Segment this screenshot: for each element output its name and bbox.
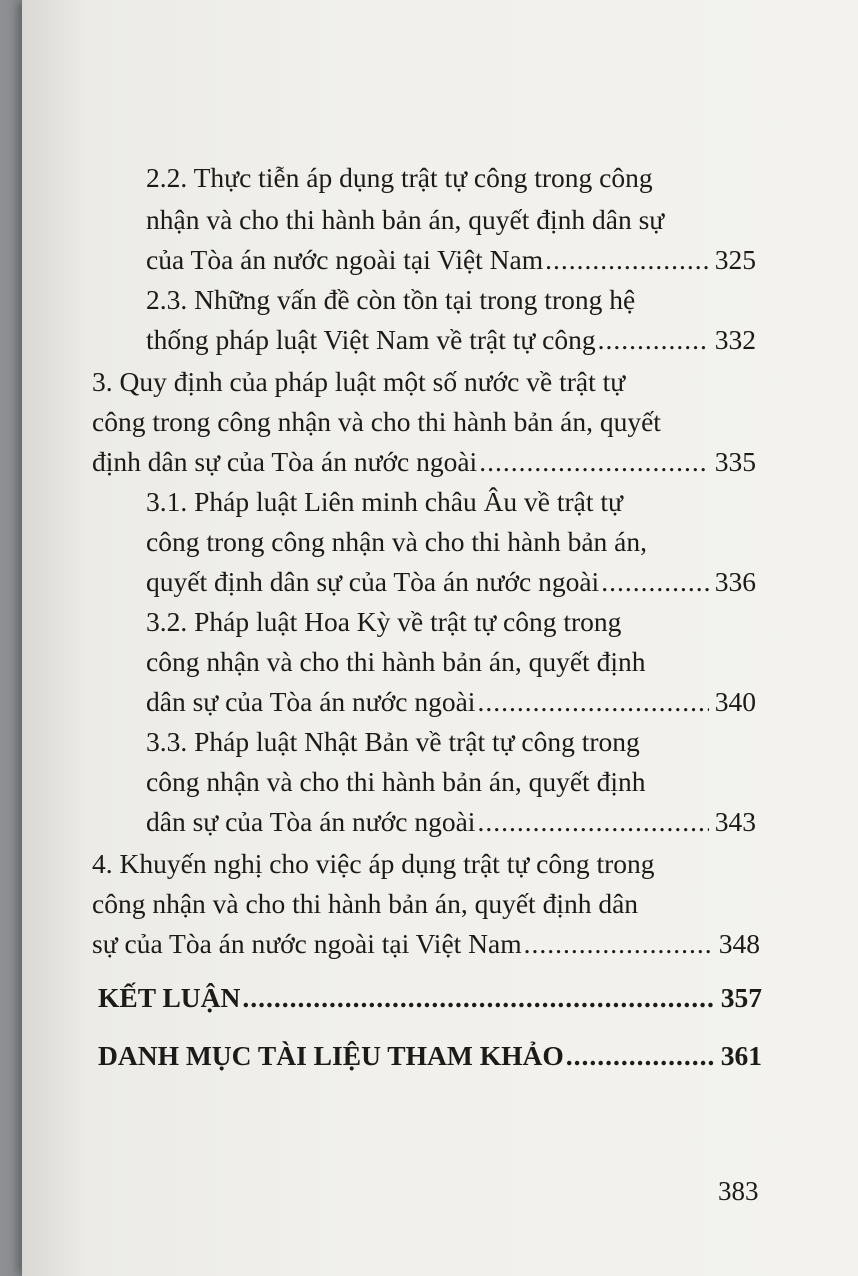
toc-entry-3-1-page: 336 [714, 566, 756, 597]
toc-entry-3-3-line2: công nhận và cho thi hành bản án, quyết định [146, 766, 646, 797]
toc-entry-3-3-page: 343 [714, 806, 756, 837]
toc-entry-2-2-line2: nhận và cho thi hành bản án, quyết định dân sự [146, 204, 665, 235]
toc-entry-2-2-page: 325 [714, 244, 756, 275]
toc-entry-conclusion-label: KẾT LUẬN [98, 982, 241, 1013]
toc-entry-conclusion-page: 357 [720, 982, 762, 1013]
toc-entry-3-2-line1: 3.2. Pháp luật Hoa Kỳ về trật tự công trong [146, 606, 622, 637]
toc-entry-2-2-text: của Tòa án nước ngoài tại Việt Nam [146, 244, 544, 275]
toc-entry-3-page: 335 [714, 446, 756, 477]
dot-leader [601, 562, 709, 602]
toc-entry-2-3-page: 332 [714, 324, 756, 355]
toc-entry-3-line1: 3. Quy định của pháp luật một số nước về trật tự [92, 366, 626, 397]
toc-entry-3-1-line1: 3.1. Pháp luật Liên minh châu Âu về trật tự [146, 486, 623, 517]
dot-leader [479, 442, 709, 482]
dot-leader [477, 682, 708, 722]
toc-entry-2-2-line3 [146, 240, 756, 280]
dot-leader [477, 802, 708, 842]
toc-entry-3-3-line1: 3.3. Pháp luật Nhật Bản về trật tự công trong [146, 726, 640, 757]
toc-entry-3-2-line3 [146, 682, 756, 722]
dot-leader [566, 1036, 715, 1076]
toc-entry-references [98, 1036, 762, 1076]
toc-entry-3-text: định dân sự của Tòa án nước ngoài [92, 446, 478, 477]
toc-entry-2-3-line2 [146, 320, 756, 360]
toc-entry-2-2-line1: 2.2. Thực tiễn áp dụng trật tự công trong công [146, 162, 653, 193]
toc-entry-3-3-line3 [146, 802, 756, 842]
toc-entry-3-1-line2: công trong công nhận và cho thi hành bản án, [146, 526, 647, 557]
toc-entry-4-line2: công nhận và cho thi hành bản án, quyết định dân [92, 888, 639, 919]
toc-entry-3-2-text: dân sự của Tòa án nước ngoài [146, 686, 476, 717]
toc-entry-4-line3 [92, 924, 760, 964]
toc-entry-3-1-line3 [146, 562, 756, 602]
toc-entry-references-page: 361 [720, 1040, 762, 1071]
dot-leader [545, 240, 709, 280]
toc-entry-references-label: DANH MỤC TÀI LIỆU THAM KHẢO [98, 1040, 564, 1071]
toc-entry-3-3-text: dân sự của Tòa án nước ngoài [146, 806, 476, 837]
toc-entry-3-1-text: quyết định dân sự của Tòa án nước ngoài [146, 566, 600, 597]
toc-entry-4-page: 348 [718, 928, 760, 959]
toc-entry-3-2-page: 340 [714, 686, 756, 717]
toc-entry-2-3-text: thống pháp luật Việt Nam về trật tự công [146, 324, 596, 355]
toc-entry-4-line1: 4. Khuyến nghị cho việc áp dụng trật tự công trong [92, 848, 655, 879]
toc-entry-3-2-line2: công nhận và cho thi hành bản án, quyết định [146, 646, 646, 677]
page-number: 383 [718, 1176, 759, 1206]
toc-entry-2-3-line1: 2.3. Những vấn đề còn tồn tại trong trong hệ [146, 284, 636, 315]
toc-entry-4-text: sự của Tòa án nước ngoài tại Việt Nam [92, 928, 522, 959]
dot-leader [524, 924, 713, 964]
toc-entry-3-line2: công trong công nhận và cho thi hành bản án, quyết [92, 406, 661, 437]
dot-leader [598, 320, 709, 360]
toc-entry-3-line3 [92, 442, 756, 482]
dot-leader [242, 978, 714, 1018]
toc-entry-conclusion [98, 978, 762, 1018]
